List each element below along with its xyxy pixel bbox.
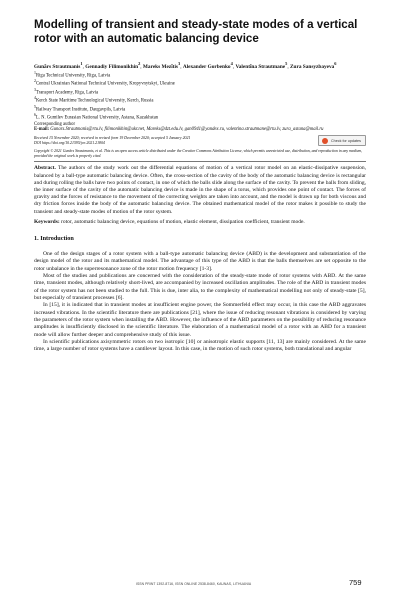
body-paragraph: Most of the studies and publications are concerned with the consideration of the steady-state mode of rotor systems with ABD. At the same time, transient modes, although relatively short-lived, are accompanied by increased oscillation amplitudes. The role of the ABD in transient modes of the rotor system has not been studied to the full. This is due, inter alia, to the complexity of mathematical modelling not only of steady-state [5], but especially of transient processes [6]. (34, 273, 366, 302)
author-name: Valentīna Strautmane (235, 63, 286, 70)
affiliation-mark: 4 (34, 96, 36, 101)
author-affiliation-mark: 6 (334, 61, 337, 66)
affiliation-text: Central Ukrainian National Technical University, Kropyvnytskyi, Ukraine (35, 81, 175, 87)
abstract-text: The authors of the study work out the differential equations of motion of a vertical rotor model on an elastic-dissipative suspension, balanced by a ball-type automatic balancing device. Often, the cross-section of the cavity of the body of the automatic balancing device is rectangular and during rolling the balls have two points of contact, in one of which the balls slide along the surface of the cavity. To prevent the balls from sliding, the inner surface of the cavity of the automatic balancing device is made in the shape of a torus, which provides one point of contact. The forces of gravity and the forces of resistance to the movement of the correcting weights are taken into account, and the model is drawn up for both viscous and dry friction forces inside the body of the automatic balancing device. The obtained mathematical model of the rotor makes it possible to study the transient and steady-state modes of motion of the rotor system. (34, 165, 367, 215)
author-name: Gennadiy Filimonikhin (85, 63, 139, 70)
author-affiliation-mark: 4 (230, 61, 233, 66)
badge-label: Check for updates (331, 138, 361, 143)
body-paragraph: In scientific publications axisymmetric rotors on two isotropic [10] or anisotropic elastic supports [11, 13] are mainly considered. At the same time, a large number of rotor systems have a cantilever layout. In this case, in the motion of such rotor systems, both translational and angular (34, 339, 366, 353)
publication-dates (34, 136, 304, 146)
author-affiliation-mark: 3 (177, 61, 181, 66)
keywords-label: Keywords: (34, 218, 60, 225)
abstract (34, 165, 366, 215)
affiliation-mark: 6 (34, 113, 36, 118)
email-line (34, 127, 366, 133)
body-paragraph: One of the design stages of a rotor system with a ball-type automatic balancing device (ABD) is the development and substantiation of the design model of the rotor and its mathematical model. The advantage of this type of the ABD is that the balls themselves are set opposite to the rotor unbalance in the superresonance zone of the rotor motion frequency [1-3]. (34, 251, 366, 272)
doi-link[interactable]: DOI https://doi.org/10.21595/jve.2021.21804 (34, 141, 105, 146)
author-name: Zura Sansyzbayeva (289, 63, 335, 70)
affiliation-mark: 5 (34, 104, 36, 109)
article-title: Modelling of transient and steady-state modes of a vertical rotor with an automatic balancing device (34, 18, 358, 45)
received-dates: Received 15 November 2020; received in revised form 19 December 2020; accepted 5 January 2021 (34, 136, 191, 141)
affiliation (34, 79, 366, 87)
divider (34, 161, 366, 162)
affiliation (34, 88, 366, 96)
corresponding-author-note: Corresponding author (34, 121, 76, 127)
affiliation-mark: 1 (34, 70, 36, 75)
affiliation (34, 71, 366, 79)
abstract-label: Abstract. (34, 165, 56, 172)
affiliation-text: Kerch State Maritime Technological University, Kerch, Russia (35, 98, 154, 104)
journal-issn: ISSN PRINT 1392-8716, ISSN ONLINE 2538-8460, KAUNAS, LITHUANIA (136, 582, 252, 586)
affiliation-text: Railway Transport Institute, Daugavpils, Latvia (35, 107, 126, 113)
section-heading: 1. Introduction (34, 235, 74, 243)
update-check-icon (322, 138, 328, 144)
check-for-updates-badge[interactable] (318, 135, 366, 146)
body-paragraph: In [15], it is indicated that in transient modes at insufficient engine power, the Sommerfeld effect may occur, in this case the ABD aggravates increased vibrations. In the scientific literature there are publications [21], where the issue of reducing resonant vibrations is considered by varying the parameters of the rotor system when installing the ABD. However, the influence of the ABD parameters on the possibility of reducing resonance amplitudes is insufficiently disclosed in the scientific literature. The elaboration of a mathematical model of a rotor with an ABD for a transient mode will allow further deeper and comprehensive study of this issue. (34, 302, 366, 338)
affiliation-list (34, 71, 366, 128)
author-affiliation-mark: 5 (285, 61, 288, 66)
author-name: Gunārs Strautmanis (34, 63, 81, 70)
author-affiliation-mark: 2 (138, 61, 141, 66)
affiliation-text: Transport Academy, Riga, Latvia (35, 90, 99, 96)
author-affiliation-mark: 1 (80, 61, 83, 66)
dates-row (34, 136, 366, 146)
email-label: E-mail: (34, 127, 50, 133)
affiliation-text: Riga Technical University, Riga, Latvia (35, 73, 111, 79)
page-number: 759 (349, 578, 362, 587)
copyright-notice: Copyright © 2021 Gunārs Strautmanis, et al. This is an open access article distributed under the Creative Commons Attribution License, which permits unrestricted use, distribution, and reproduction in any medium, provided the original work is properly cited. (34, 148, 363, 158)
email-addresses[interactable]: Gunars.Strautmanis@rtu.lv, filimonikhin@ukr.net, Mareks@dzt.edu.lv, gan0941@yandex.ru, valentina.strautmane@rtu.lv, zura_astana@mail.ru (50, 127, 324, 133)
affiliation-mark: 2 (34, 79, 36, 84)
author-list: Gunārs Strautmanis$^1$, Gennadiy Filimonikhin$^2$, Mareks Mezītis$^3$, Alexander Gorbenko$^4$, Valentīna Strautmane$^5$, Zura Sansyzbayeva$^6$ (34, 61, 337, 70)
author-name: Alexander Gorbenko (182, 63, 231, 70)
keywords (34, 219, 366, 226)
affiliation (34, 113, 366, 121)
author-name: Mareks Mezītis (142, 63, 178, 70)
article-page (34, 18, 366, 354)
affiliation (34, 96, 366, 104)
affiliation-mark: 3 (34, 87, 36, 92)
affiliation (34, 105, 366, 113)
affiliation-text: L. N. Gumilev Eurasian National University, Astana, Kazakhstan (35, 115, 159, 121)
article-body (34, 251, 366, 354)
keywords-text: rotor, automatic balancing device, equations of motion, elastic element, dissipation coefficient, transient mode. (61, 218, 305, 225)
